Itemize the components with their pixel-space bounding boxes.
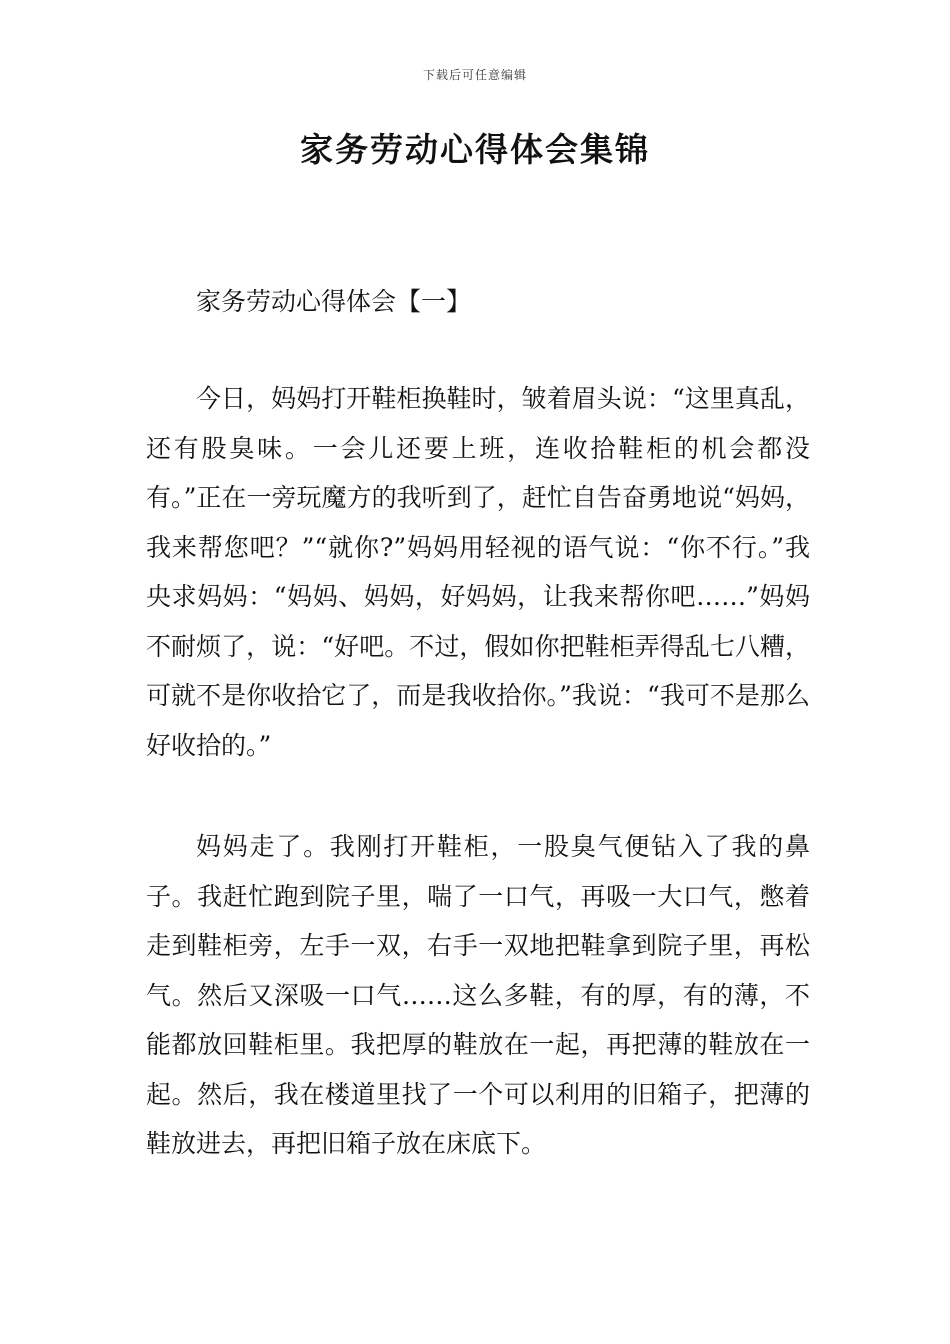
body-paragraph-1: 今日，妈妈打开鞋柜换鞋时，皱着眉头说：“这里真乱，还有股臭味。一会儿还要上班，连收拾鞋柜的机会都没有。”正在一旁玩魔方的我听到了，赶忙自告奋勇地说“妈妈，我来帮您吧？”“就你?”妈妈用轻视的语气说：“你不行。”我央求妈妈：“妈妈、妈妈，好妈妈，让我来帮你吧……”妈妈不耐烦了，说：“好吧。不过，假如你把鞋柜弄得乱七八糟，可就不是你收拾它了，而是我收拾你。”我说：“我可不是那么好收拾的。” [146,384,810,760]
header-note: 下载后可任意编辑 [422,68,527,82]
section-heading: 家务劳动心得体会【一】 [196,287,472,316]
body-paragraph-2: 妈妈走了。我刚打开鞋柜，一股臭气便钻入了我的鼻子。我赶忙跑到院子里，喘了一口气，再吸一大口气，憋着走到鞋柜旁，左手一双，右手一双地把鞋拿到院子里，再松气。然后又深吸一口气……这么多鞋，有的厚，有的薄，不能都放回鞋柜里。我把厚的鞋放在一起，再把薄的鞋放在一起。然后，我在楼道里找了一个可以利用的旧箱子，把薄的鞋放进去，再把旧箱子放在床底下。 [146,832,810,1158]
document-title: 家务劳动心得体会集锦 [300,130,650,169]
